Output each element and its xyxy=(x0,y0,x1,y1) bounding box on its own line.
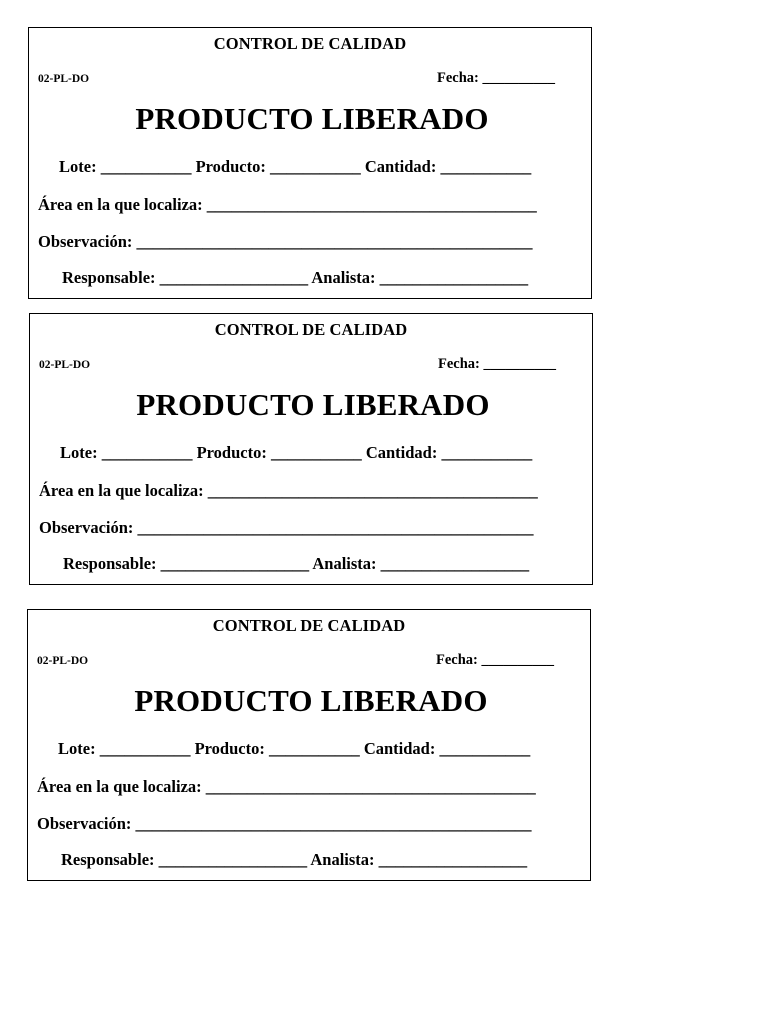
main-title: PRODUCTO LIBERADO xyxy=(135,101,489,136)
lot-product-quantity-row: Lote: ___________ Producto: ___________ Cantidad: ___________ xyxy=(59,157,532,176)
lot-product-quantity-row: Lote: ___________ Producto: ___________ Cantidad: ___________ xyxy=(58,739,531,758)
date-field: Fecha: __________ xyxy=(437,70,555,86)
area-row: Área en la que localiza: ________________________________________ xyxy=(37,777,536,796)
label-card-1 xyxy=(28,27,592,299)
area-row: Área en la que localiza: ________________________________________ xyxy=(38,195,537,214)
main-title: PRODUCTO LIBERADO xyxy=(136,387,490,422)
document-code: 02-PL-DO xyxy=(39,359,91,371)
document-code: 02-PL-DO xyxy=(37,655,89,667)
signature-row: Responsable: __________________ Analista: __________________ xyxy=(61,850,528,869)
lot-product-quantity-row: Lote: ___________ Producto: ___________ Cantidad: ___________ xyxy=(60,443,533,462)
signature-row: Responsable: __________________ Analista: __________________ xyxy=(62,268,529,287)
header-title: CONTROL DE CALIDAD xyxy=(213,34,407,53)
label-card-2 xyxy=(29,313,593,585)
main-title: PRODUCTO LIBERADO xyxy=(134,683,488,718)
date-field: Fecha: __________ xyxy=(436,652,554,668)
observation-row: Observación: ________________________________________________ xyxy=(39,518,534,537)
observation-row: Observación: ________________________________________________ xyxy=(37,814,532,833)
area-row: Área en la que localiza: ________________________________________ xyxy=(39,481,538,500)
header-title: CONTROL DE CALIDAD xyxy=(214,320,408,339)
signature-row: Responsable: __________________ Analista: __________________ xyxy=(63,554,530,573)
observation-row: Observación: ________________________________________________ xyxy=(38,232,533,251)
label-card-3 xyxy=(27,609,591,881)
date-field: Fecha: __________ xyxy=(438,356,556,372)
document-code: 02-PL-DO xyxy=(38,73,90,85)
header-title: CONTROL DE CALIDAD xyxy=(212,616,406,635)
